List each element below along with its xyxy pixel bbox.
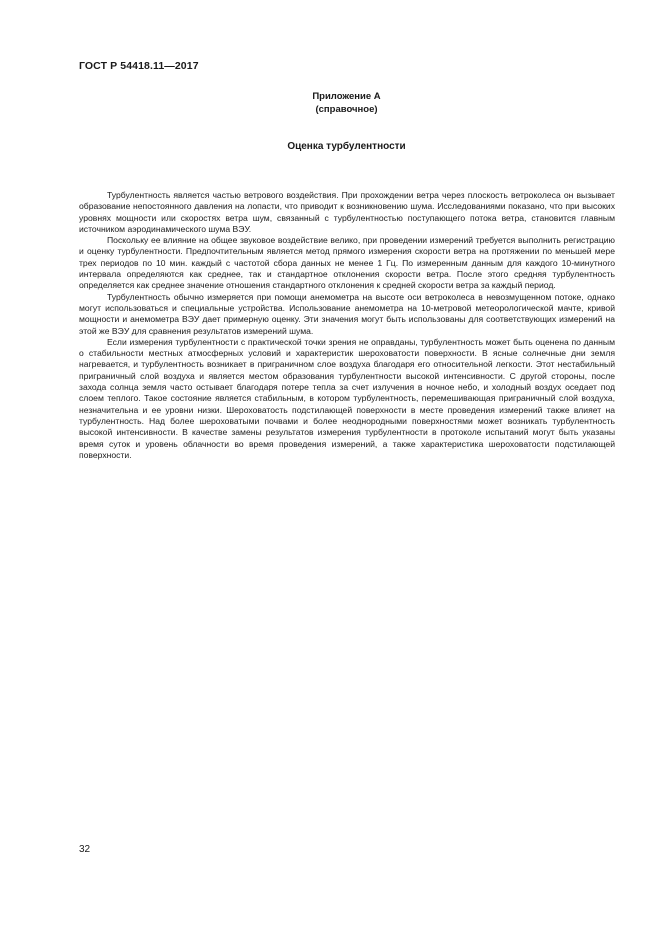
- document-code: ГОСТ Р 54418.11—2017: [79, 60, 199, 72]
- paragraph: Поскольку ее влияние на общее звуковое воздействие велико, при проведении измерений требуется выполнить регистрацию и оценку турбулентности. Предпочтительным является метод прямого измерения скорости ветра на протяжении по меньшей мере трех периодов по 10 мин. каждый с частотой сбора данных не менее 1 Гц. По измеренным данным для каждого 10-минутного интервала определяются как среднее, так и стандартное отклонения скорости ветра. После этого средняя турбулентность определяется как среднее значение отношения стандартного отклонения к средней скорости ветра за каждый период.: [79, 235, 615, 291]
- paragraph: Турбулентность обычно измеряется при помощи анемометра на высоте оси ветроколеса в невозмущенном потоке, однако могут использоваться и специальные устройства. Использование анемометра на 10-метровой метеорологической мачте, кривой мощности и анемометра ВЭУ дает примерную оценку. Эти значения могут быть использованы для соответствующих измерений на этой же ВЭУ для сравнения результатов измерений шума.: [79, 291, 615, 336]
- body-text: [79, 190, 615, 461]
- paragraph: Турбулентность является частью ветрового воздействия. При прохождении ветра через плоскость ветроколеса он вызывает образование непостоянного давления на лопасти, что приводит к возникновению шума. Исследованиями показано, что при высоких уровнях мощности или скоростях ветра шум, связанный с турбулентностью поступающего потока ветра, становится главным источником аэродинамического шума ВЭУ.: [79, 190, 615, 234]
- page-number: 32: [79, 844, 91, 855]
- appendix-heading: [0, 90, 661, 116]
- section-title: Оценка турбулентности: [287, 141, 406, 152]
- appendix-subtitle: (справочное): [315, 104, 378, 115]
- paragraph: Если измерения турбулентности с практической точки зрения не оправданы, турбулентность может быть оценена по данным о стабильности местных атмосферных условий и характеристик шероховатости поверхности. В ясные солнечные дни земля нагревается, и турбулентность возникает в приграничном слое воздуха благодаря его относительной легкости. Этот нестабильный приграничный слой воздуха и является местом образования турбулентности высокой интенсивности. С другой стороны, после захода солнца земля часто остывает благодаря потере тепла за счет излучения в ночное небо, и холодный воздух оседает под слоем теплого. Такое состояние является стабильным, в котором турбулентность, перемешивающая приграничный слой воздуха, незначительна и ее уровни низки. Шероховатость подстилающей поверхности в месте проведения измерений также влияет на турбулентность. Над более шероховатыми почвами и более неоднородными поверхностями может возникать турбулентность высокой интенсивности. В качестве замены результатов измерения турбулентности в протоколе испытаний могут быть указаны время суток и уровень облачности во время проведения измерений, а также характеристика шероховатости подстилающей поверхности.: [79, 336, 615, 460]
- appendix-title: Приложение А: [312, 91, 381, 102]
